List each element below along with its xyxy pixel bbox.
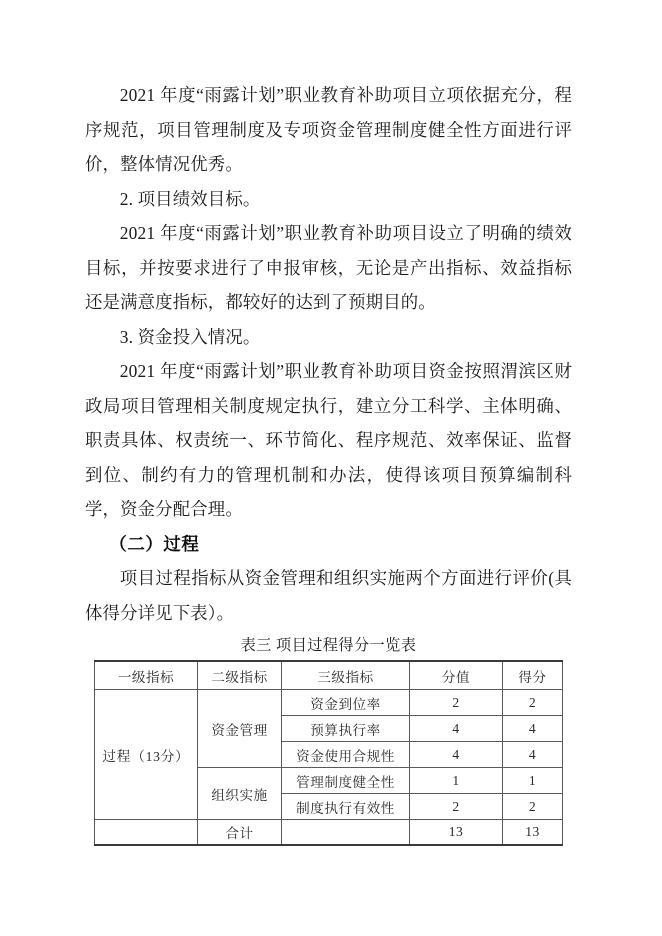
cell-level2-组织实施: 组织实施: [198, 768, 282, 820]
cell-level3: 预算执行率: [282, 716, 410, 742]
table-caption: 表三 项目过程得分一览表: [240, 637, 417, 654]
column-header-level2: 二级指标: [198, 661, 282, 690]
cell-score-earned: 2: [503, 690, 563, 716]
score-table: [94, 660, 563, 846]
cell-score-value: 4: [410, 742, 503, 768]
paragraph-项目绩效目标-heading: 2. 项目绩效目标。: [119, 188, 261, 209]
section-heading-过程: （二）过程: [109, 533, 200, 554]
cell-score-value: 2: [410, 690, 503, 716]
column-header-score-earned: 得分: [503, 661, 563, 690]
table-total-row: [95, 820, 563, 846]
cell-total-score-value: 13: [410, 820, 503, 846]
cell-level2-资金管理: 资金管理: [198, 690, 282, 768]
cell-score-earned: 4: [503, 742, 563, 768]
cell-score-earned: 1: [503, 768, 563, 794]
cell-level3: 资金到位率: [282, 690, 410, 716]
cell-total-level3: [282, 820, 410, 846]
paragraph-过程指标说明: 项目过程指标从资金管理和组织实施两个方面进行评价(具体得分详见下表）。: [85, 568, 572, 623]
paragraph-资金投入情况-heading: 3. 资金投入情况。: [119, 326, 261, 347]
cell-score-value: 1: [410, 768, 503, 794]
cell-level3: 资金使用合规性: [282, 742, 410, 768]
cell-score-value: 4: [410, 716, 503, 742]
cell-score-value: 2: [410, 794, 503, 820]
column-header-level1: 一级指标: [95, 661, 198, 690]
paragraph-资金投入情况-body: 2021 年度“雨露计划”职业教育补助项目资金按照渭滨区财政局项目管理相关制度规定执行，建立分工科学、主体明确、职责具体、权责统一、环节简化、程序规范、效率保证、监督到位、制约有力的管理机制和办法，使得该项目预算编制科学，资金分配合理。: [85, 361, 572, 519]
table-header-row: [95, 661, 563, 690]
cell-total-label: 合计: [198, 820, 282, 846]
cell-total-level1: [95, 820, 198, 846]
table-row: [95, 690, 563, 716]
cell-level1-过程: 过程（13分）: [95, 690, 198, 820]
cell-level3: 管理制度健全性: [282, 768, 410, 794]
cell-total-score-earned: 13: [503, 820, 563, 846]
cell-score-earned: 4: [503, 716, 563, 742]
cell-score-earned: 2: [503, 794, 563, 820]
cell-level3: 制度执行有效性: [282, 794, 410, 820]
paragraph-项目绩效目标-body: 2021 年度“雨露计划”职业教育补助项目设立了明确的绩效目标，并按要求进行了申报审核，无论是产出指标、效益指标还是满意度指标，都较好的达到了预期目的。: [85, 223, 572, 312]
paragraph-立项依据: 2021 年度“雨露计划”职业教育补助项目立项依据充分，程序规范，项目管理制度及专项资金管理制度健全性方面进行评价，整体情况优秀。: [85, 85, 572, 174]
column-header-level3: 三级指标: [282, 661, 410, 690]
column-header-score-value: 分值: [410, 661, 503, 690]
